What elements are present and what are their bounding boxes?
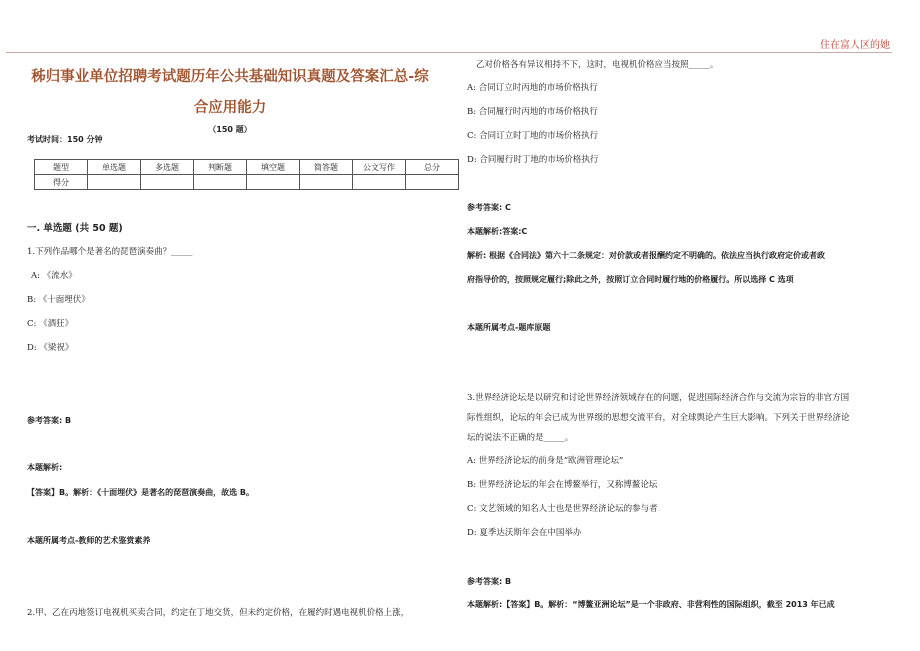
- q3-option-b: B: 世界经济论坛的年会在博鳌举行，又称博鳌论坛: [467, 480, 658, 490]
- score-header-cell: 填空题: [247, 160, 300, 175]
- score-cell[interactable]: [353, 175, 406, 190]
- doc-title-line1: 秭归事业单位招聘考试题历年公共基础知识真题及答案汇总-综: [31, 69, 429, 85]
- q2-option-d: D: 合同履行时丁地的市场价格执行: [467, 155, 599, 165]
- score-header-cell: 公文写作: [353, 160, 406, 175]
- score-header-cell: 总分: [406, 160, 459, 175]
- q2-analysis-label: 本题解析:答案:C: [467, 227, 528, 236]
- brand-label: 住在富人区的她: [820, 40, 890, 51]
- score-header-cell: 多选题: [141, 160, 194, 175]
- q3-stem-line1: 3.世界经济论坛是以研究和讨论世界经济领域存在的问题，促进国际经济合作与交流为宗旨的非官方国: [467, 393, 850, 403]
- q1-option-c: C: 《酒狂》: [27, 319, 74, 329]
- doc-title-line2: 合应用能力: [193, 100, 267, 116]
- q2-category: 本题所属考点-题库原题: [467, 323, 551, 332]
- score-header-cell: 判断题: [194, 160, 247, 175]
- score-header-cell: 单选题: [88, 160, 141, 175]
- q1-option-d: D: 《梁祝》: [27, 343, 74, 353]
- exam-time: 考试时间：150 分钟: [27, 135, 103, 144]
- score-row-label: 得分: [35, 175, 88, 190]
- q3-option-c: C: 文艺领域的知名人士也是世界经济论坛的参与者: [467, 504, 658, 514]
- q2-analysis-line2: 府指导价的，按照规定履行;除此之外，按照订立合同时履行地的价格履行。所以选择 C 选项: [467, 275, 794, 284]
- score-table-header-row: [35, 160, 459, 175]
- q2-answer: 参考答案: C: [467, 203, 511, 212]
- q3-answer: 参考答案: B: [467, 577, 512, 586]
- q3-stem-line2: 际性组织，论坛的年会已成为世界级的思想交流平台，对全球舆论产生巨大影响。下列关于世界经济论: [467, 413, 850, 423]
- score-cell[interactable]: [406, 175, 459, 190]
- score-cell[interactable]: [141, 175, 194, 190]
- q1-stem: 1.下列作品哪个是著名的琵琶演奏曲？_____: [27, 247, 193, 257]
- question-count: （150 题）: [208, 125, 252, 134]
- score-cell[interactable]: [88, 175, 141, 190]
- score-header-cell: 简答题: [300, 160, 353, 175]
- q1-analysis: 【答案】B。解析：《十面埋伏》是著名的琵琶演奏曲，故选 B。: [27, 488, 254, 497]
- q3-option-a: A: 世界经济论坛的前身是“欧洲管理论坛”: [467, 456, 624, 466]
- q2-option-a: A: 合同订立时丙地的市场价格执行: [467, 83, 598, 93]
- q2-stem-line2: 乙对价格各有异议相持不下，这时，电视机价格应当按照_____。: [476, 60, 719, 70]
- header-divider: [6, 52, 892, 53]
- q3-option-d: D: 夏季达沃斯年会在中国举办: [467, 528, 582, 538]
- q1-answer: 参考答案: B: [27, 416, 72, 425]
- q1-category: 本题所属考点-教师的艺术鉴赏素养: [27, 536, 151, 545]
- q3-stem-line3: 坛的说法不正确的是_____。: [467, 433, 574, 443]
- q1-analysis-label: 本题解析:: [27, 463, 63, 472]
- score-cell[interactable]: [300, 175, 353, 190]
- score-header-cell: 题型: [35, 160, 88, 175]
- doc-title: [0, 62, 460, 124]
- score-cell[interactable]: [194, 175, 247, 190]
- score-table-row: [35, 175, 459, 190]
- score-table: [34, 159, 459, 190]
- q2-option-b: B: 合同履行时丙地的市场价格执行: [467, 107, 598, 117]
- q3-analysis: 本题解析:【答案】B。解析：“博鳌亚洲论坛”是一个非政府、非营利性的国际组织，截至 2013 年已成: [467, 600, 835, 609]
- score-cell[interactable]: [247, 175, 300, 190]
- q2-stem-line1: 2.甲、乙在丙地签订电视机买卖合同，约定在丁地交货，但未约定价格，在履约时遇电视机价格上涨，: [27, 608, 410, 618]
- q2-option-c: C: 合同订立时丁地的市场价格执行: [467, 131, 599, 141]
- q1-option-b: B: 《十面埋伏》: [27, 295, 90, 305]
- q2-analysis-line1: 解析: 根据《合同法》第六十二条规定：对价款或者报酬约定不明确的。依法应当执行政府定价或者政: [467, 251, 825, 260]
- q1-option-a: A: 《流水》: [31, 271, 77, 281]
- section-heading: 一. 单选题 (共 50 题): [27, 223, 123, 234]
